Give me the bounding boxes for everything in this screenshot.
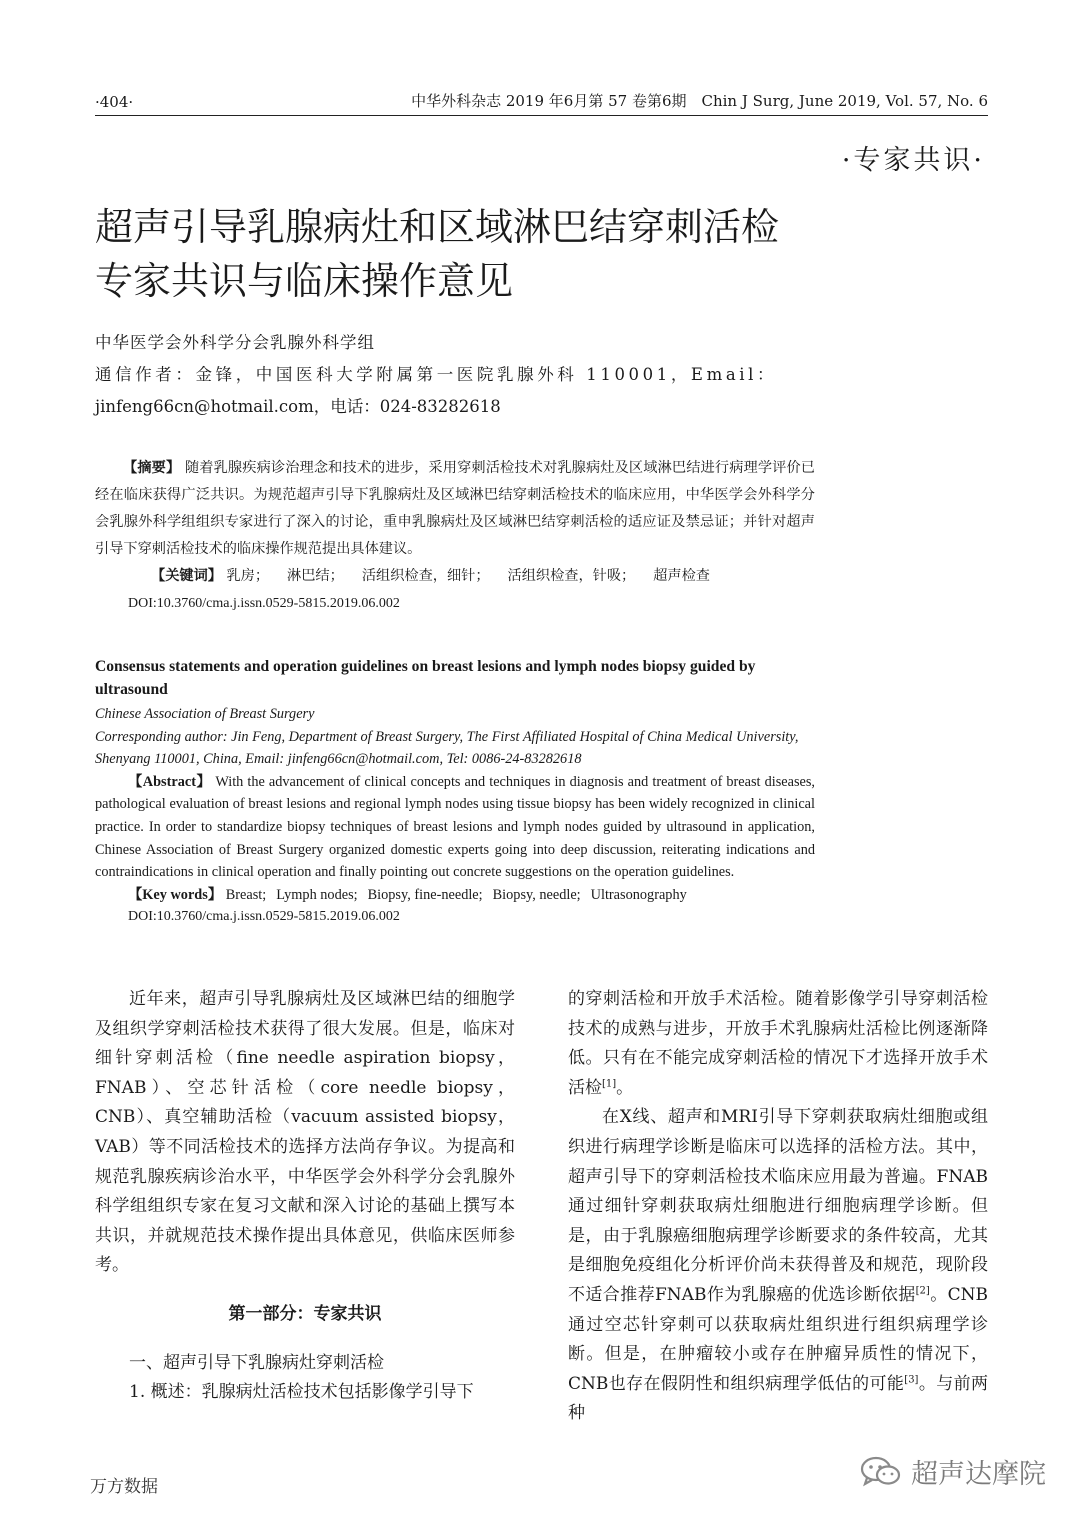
abstract-text: 随着乳腺疾病诊治理念和技术的进步，采用穿刺活检技术对乳腺病灶及区域淋巴结进行病理学评价已经在临床获得广泛共识。为规范超声引导下乳腺病灶及区域淋巴结穿刺活检技术的临床应用，中华医学会外科学分会乳腺外科学组组织专家进行了深入的讨论，重申乳腺病灶及区域淋巴结穿刺活检的适应证及禁忌证；并针对超声引导下穿刺活检技术的临床操作规范提出具体建议。	[95, 460, 815, 557]
watermark-text: 超声达摩院	[911, 1459, 1046, 1490]
body-text: 的穿刺活检和开放手术活检。随着影像学引导穿刺活检技术的成熟与进步，开放手术乳腺病灶活检比例逐渐降低。只有在不能完成穿刺活检的情况下才选择开放手术活检	[568, 989, 988, 1098]
english-abstract	[95, 655, 815, 929]
body-paragraph: 近年来，超声引导乳腺病灶及区域淋巴结的细胞学及组织学穿刺活检技术获得了很大发展。但是，临床对细针穿刺活检（fine needle aspiration biopsy，FNAB）、空芯针活检（core needle biopsy，CNB）、真空辅助活检（vacuum assisted biopsy，VAB）等不同活检技术的选择方法尚存争议。为提高和规范乳腺疾病诊治水平，中华医学会外科学分会乳腺外科学组组织专家在复习文献和深入讨论的基础上撰写本共识，并就规范技术操作提出具体意见，供临床医师参考。	[95, 989, 515, 1276]
source-footer: 万方数据	[90, 1477, 158, 1497]
author-organization: 中华医学会外科学分会乳腺外科学组	[95, 333, 375, 352]
wechat-icon	[859, 1455, 903, 1489]
body-text: 。CNB通过空芯针穿刺可以获取病灶组织进行组织病理学诊断。但是，在肿瘤较小或存在肿瘤异质性的情况下，CNB也存在假阴性和组织病理学低估的可能	[568, 1284, 988, 1394]
body-text: 。	[616, 1077, 634, 1098]
page-number: ·404·	[95, 93, 134, 111]
english-keywords-label: 【Key words】	[128, 886, 223, 903]
keywords-label: 【关键词】	[151, 568, 222, 584]
body-paragraph	[568, 1103, 988, 1429]
title-line-1: 超声引导乳腺病灶和区域淋巴结穿刺活检	[95, 205, 780, 249]
section-tag: ·专家共识·	[841, 145, 985, 176]
english-keyword: Breast;	[225, 886, 267, 903]
body-column-right	[568, 985, 988, 1429]
body-text: 在X线、超声和MRI引导下穿刺获取病灶细胞或组织进行病理学诊断是临床可以选择的活检方法。其中，超声引导下的穿刺活检技术临床应用最为普遍。FNAB通过细针穿刺获取病灶细胞进行细胞病理学诊断。但是，由于乳腺癌细胞病理学诊断要求的条件较高，尤其是细胞免疫组化分析评价尚未获得普及和规范，现阶段不适合推荐FNAB作为乳腺癌的优选诊断依据	[568, 1107, 988, 1305]
reference-mark[interactable]: [3]	[904, 1374, 919, 1386]
article-title	[95, 200, 915, 308]
keyword: 乳房；	[226, 568, 270, 584]
english-organization: Chinese Association of Breast Surgery	[95, 706, 315, 722]
doi: DOI:10.3760/cma.j.issn.0529-5815.2019.06.002	[128, 596, 400, 611]
body-text: 。与前两种	[568, 1373, 989, 1424]
english-title: Consensus statements and operation guidelines on breast lesions and lymph nodes biopsy guided by ultrasound	[95, 658, 756, 698]
english-keyword: Biopsy, needle;	[492, 886, 581, 903]
chinese-abstract	[95, 455, 815, 617]
part-heading: 第一部分：专家共识	[228, 1303, 382, 1324]
journal-citation: 中华外科杂志 2019 年6月第 57 卷第6期 Chin J Surg, June 2019, Vol. 57, No. 6	[411, 92, 988, 110]
keyword: 活组织检查，细针；	[361, 568, 490, 584]
keyword: 超声检查	[653, 568, 710, 584]
title-line-2: 专家共识与临床操作意见	[95, 259, 514, 303]
english-corresponding-author: Corresponding author: Jin Feng, Department of Breast Surgery, The First Affiliated Hospital of China Medical University, Shenyang 110001, China, Email: jinfeng66cn@hotmail.com, Tel: 0086-24-83282618	[95, 728, 799, 768]
section-heading: 一、超声引导下乳腺病灶穿刺活检	[129, 1352, 384, 1373]
corresponding-author: 通信作者：金锋，中国医科大学附属第一医院乳腺外科 110001，Email：	[95, 365, 778, 384]
reference-mark[interactable]: [1]	[602, 1078, 617, 1090]
english-abstract-text: With the advancement of clinical concepts and techniques in diagnosis and treatment of breast diseases, pathological evaluation of breast lesions and regional lymph nodes using tissue biopsy has been widely recognized in clinical practice. In order to standardize biopsy techniques of breast lesions and lymph nodes guided by ultrasound in application, Chinese Association of Breast Surgery organized domestic experts going into deep discussion, reiterating indications and contraindications in clinical operation and finally pointing out concrete suggestions on the operation guidelines.	[95, 773, 816, 881]
body-paragraph: 1. 概述：乳腺病灶活检技术包括影像学引导下	[129, 1382, 474, 1403]
corresponding-contact: jinfeng66cn@hotmail.com，电话：024-83282618	[95, 397, 501, 416]
header-divider	[95, 115, 988, 116]
keywords-line	[95, 563, 815, 590]
english-doi: DOI:10.3760/cma.j.issn.0529-5815.2019.06.002	[128, 909, 400, 925]
keyword: 活组织检查，针吸；	[507, 568, 636, 584]
author-block	[95, 327, 835, 423]
body-column-left	[95, 985, 515, 1408]
english-keywords-line	[95, 884, 815, 907]
english-abstract-label: 【Abstract】	[128, 773, 212, 790]
body-paragraph	[568, 985, 988, 1103]
english-keyword: Lymph nodes;	[276, 886, 358, 903]
reference-mark[interactable]: [2]	[915, 1285, 930, 1297]
english-keyword: Biopsy, fine-needle;	[367, 886, 483, 903]
watermark	[859, 1452, 1046, 1491]
english-keyword: Ultrasonography	[590, 886, 687, 903]
keyword: 淋巴结；	[287, 568, 344, 584]
abstract-label: 【摘要】	[123, 460, 181, 476]
